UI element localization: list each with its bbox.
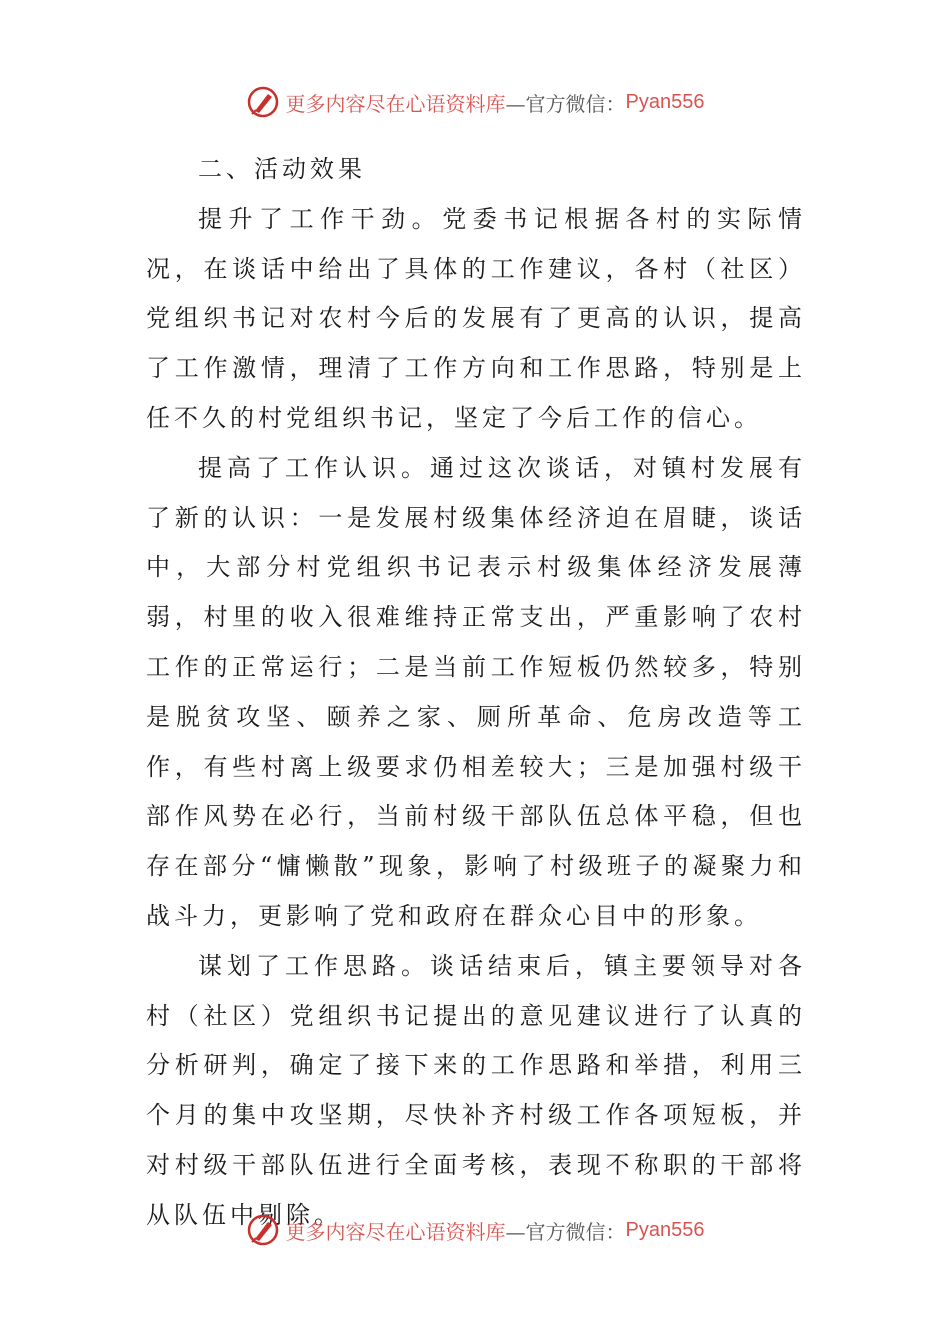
banner-main-text: 更多内容尽在心语资料库 <box>285 91 506 116</box>
document-body <box>146 145 806 1241</box>
pen-nib-circle-logo-icon <box>246 85 280 119</box>
banner-wechat-id: Pyan556 <box>625 1218 705 1241</box>
paragraph-1: 提升了工作干劲。党委书记根据各村的实际情况，在谈话中给出了具体的工作建议，各村（社区）党组织书记对农村今后的发展有了更高的认识，提高了工作激情，理清了工作方向和工作思路，特别是上任不久的村党组织书记，坚定了今后工作的信心。 <box>146 204 806 432</box>
footer-watermark-banner <box>0 1210 950 1250</box>
banner-wechat-id: Pyan556 <box>625 90 705 113</box>
header-watermark-banner <box>0 82 950 122</box>
banner-main-text: 更多内容尽在心语资料库 <box>285 1219 506 1244</box>
section-heading: 二、活动效果 <box>198 155 366 183</box>
pen-nib-circle-logo-icon <box>246 1213 280 1247</box>
banner-sub-text: —官方微信： <box>505 1219 626 1244</box>
paragraph-2: 提高了工作认识。通过这次谈话，对镇村发展有了新的认识：一是发展村级集体经济迫在眉睫，谈话中，大部分村党组织书记表示村级集体经济发展薄弱，村里的收入很难维持正常支出，严重影响了农村工作的正常运行；二是当前工作短板仍然较多，特别是脱贫攻坚、颐养之家、厕所革命、危房改造等工作，有些村离上级要求仍相差较大；三是加强村级干部作风势在必行，当前村级干部队伍总体平稳，但也存在部分“慵懒散”现象，影响了村级班子的凝聚力和战斗力，更影响了党和政府在群众心目中的形象。 <box>146 453 806 930</box>
banner-sub-text: —官方微信： <box>505 91 626 116</box>
paragraph-3: 谋划了工作思路。谈话结束后，镇主要领导对各村（社区）党组织书记提出的意见建议进行了认真的分析研判，确定了接下来的工作思路和举措，利用三个月的集中攻坚期，尽快补齐村级工作各项短板，并对村级干部队伍进行全面考核，表现不称职的干部将从队伍中剔除。 <box>146 951 806 1229</box>
